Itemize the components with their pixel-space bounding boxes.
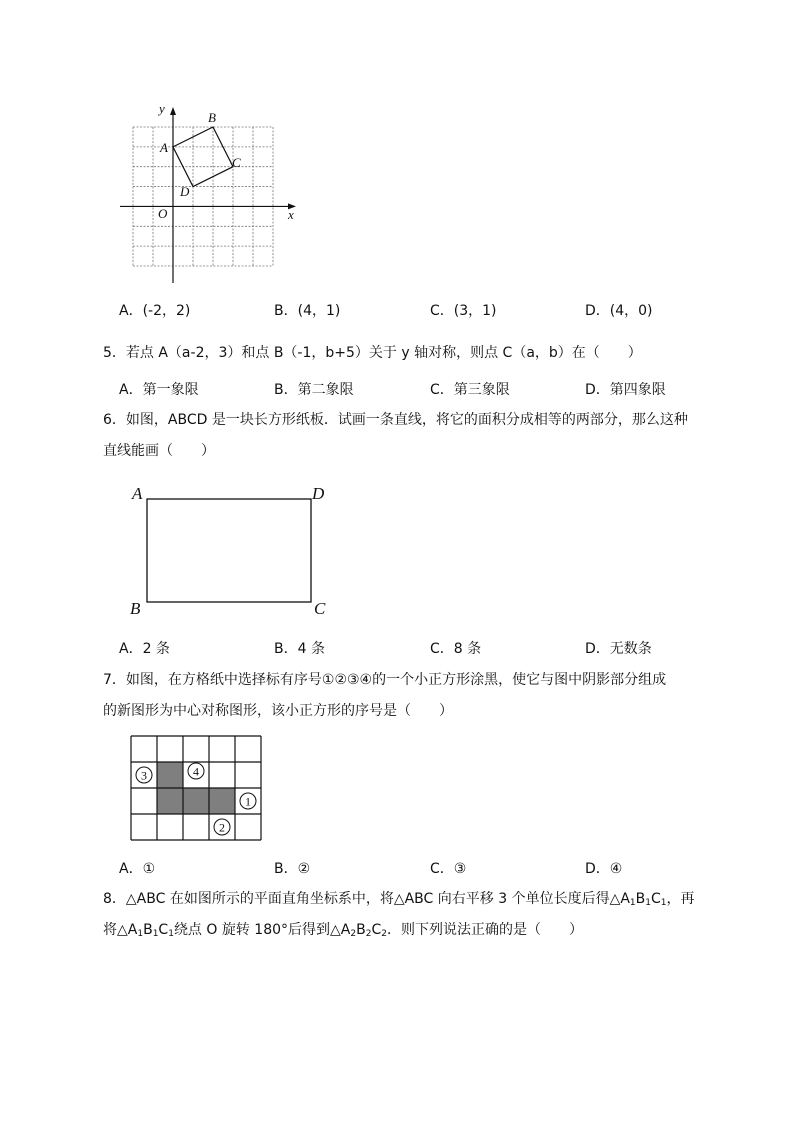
q4-option-d[interactable]: D．(4，0) — [585, 303, 653, 319]
q7-option-a[interactable]: A．① — [119, 861, 156, 877]
q7-grid-figure — [130, 735, 262, 841]
q4-option-b[interactable]: B．(4，1) — [274, 303, 341, 319]
quadrilateral-abcd — [173, 127, 233, 187]
q7-option-d[interactable]: D．④ — [585, 861, 623, 877]
q5-option-b[interactable]: B．第二象限 — [274, 382, 354, 398]
x-axis-label: x — [288, 207, 294, 222]
q4-option-a[interactable]: A．(-2，2) — [119, 303, 191, 319]
point-a-label: A — [160, 140, 168, 155]
label-4: 4 — [193, 764, 199, 779]
rectangle-abcd — [147, 499, 311, 602]
vertex-b-label: B — [130, 599, 141, 618]
q6-option-c[interactable]: C．8 条 — [430, 641, 482, 657]
q6-option-a[interactable]: A．2 条 — [119, 641, 170, 657]
y-axis-arrow — [170, 107, 176, 115]
point-b-label: B — [208, 110, 216, 125]
q6-question-line2: 直线能画（ ） — [103, 443, 215, 459]
label-2: 2 — [219, 820, 225, 835]
origin-label: O — [158, 206, 168, 221]
q5-question: 5．若点 A（a-2，3）和点 B（-1，b+5）关于 y 轴对称，则点 C（a，b）在（ ） — [103, 345, 642, 361]
q7-question-line2: 的新图形为中心对称图形，该小正方形的序号是（ ） — [103, 703, 453, 719]
point-c-label: C — [232, 155, 241, 170]
q7-option-c[interactable]: C．③ — [430, 861, 467, 877]
q8-question-line1: 8．△ABC 在如图所示的平面直角坐标系中，将△ABC 向右平移 3 个单位长度后得$\triangle A_1B_1C_1$，再 — [103, 891, 695, 908]
vertex-a-label: A — [132, 484, 143, 503]
q6-rectangle-figure — [125, 480, 335, 620]
q4-coordinate-figure — [110, 95, 310, 290]
label-3: 3 — [141, 768, 147, 783]
q8-question-line2: 将$\triangle A_1B_1C_1$绕点 O 旋转 180°后得到$\triangle A_2B_2C_2$．则下列说法正确的是（ ） — [103, 922, 583, 939]
grid-lines — [133, 127, 273, 266]
vertex-d-label: D — [312, 484, 325, 503]
grid-lines — [131, 736, 261, 840]
q6-option-d[interactable]: D．无数条 — [585, 641, 652, 657]
q6-option-b[interactable]: B．4 条 — [274, 641, 325, 657]
q4-option-c[interactable]: C．(3，1) — [430, 303, 497, 319]
q7-option-b[interactable]: B．② — [274, 861, 311, 877]
vertex-c-label: C — [314, 599, 326, 618]
y-axis-label: y — [159, 101, 165, 116]
label-1: 1 — [245, 794, 251, 809]
q7-question-line1: 7．如图，在方格纸中选择标有序号①②③④的一个小正方形涂黑，使它与图中阴影部分组成 — [103, 672, 667, 688]
point-d-label: D — [180, 184, 190, 199]
q5-option-a[interactable]: A．第一象限 — [119, 382, 199, 398]
q5-option-d[interactable]: D．第四象限 — [585, 382, 666, 398]
q6-question-line1: 6．如图，ABCD 是一块长方形纸板．试画一条直线，将它的面积分成相等的两部分，那么这种 — [103, 412, 688, 428]
q5-option-c[interactable]: C．第三象限 — [430, 382, 510, 398]
